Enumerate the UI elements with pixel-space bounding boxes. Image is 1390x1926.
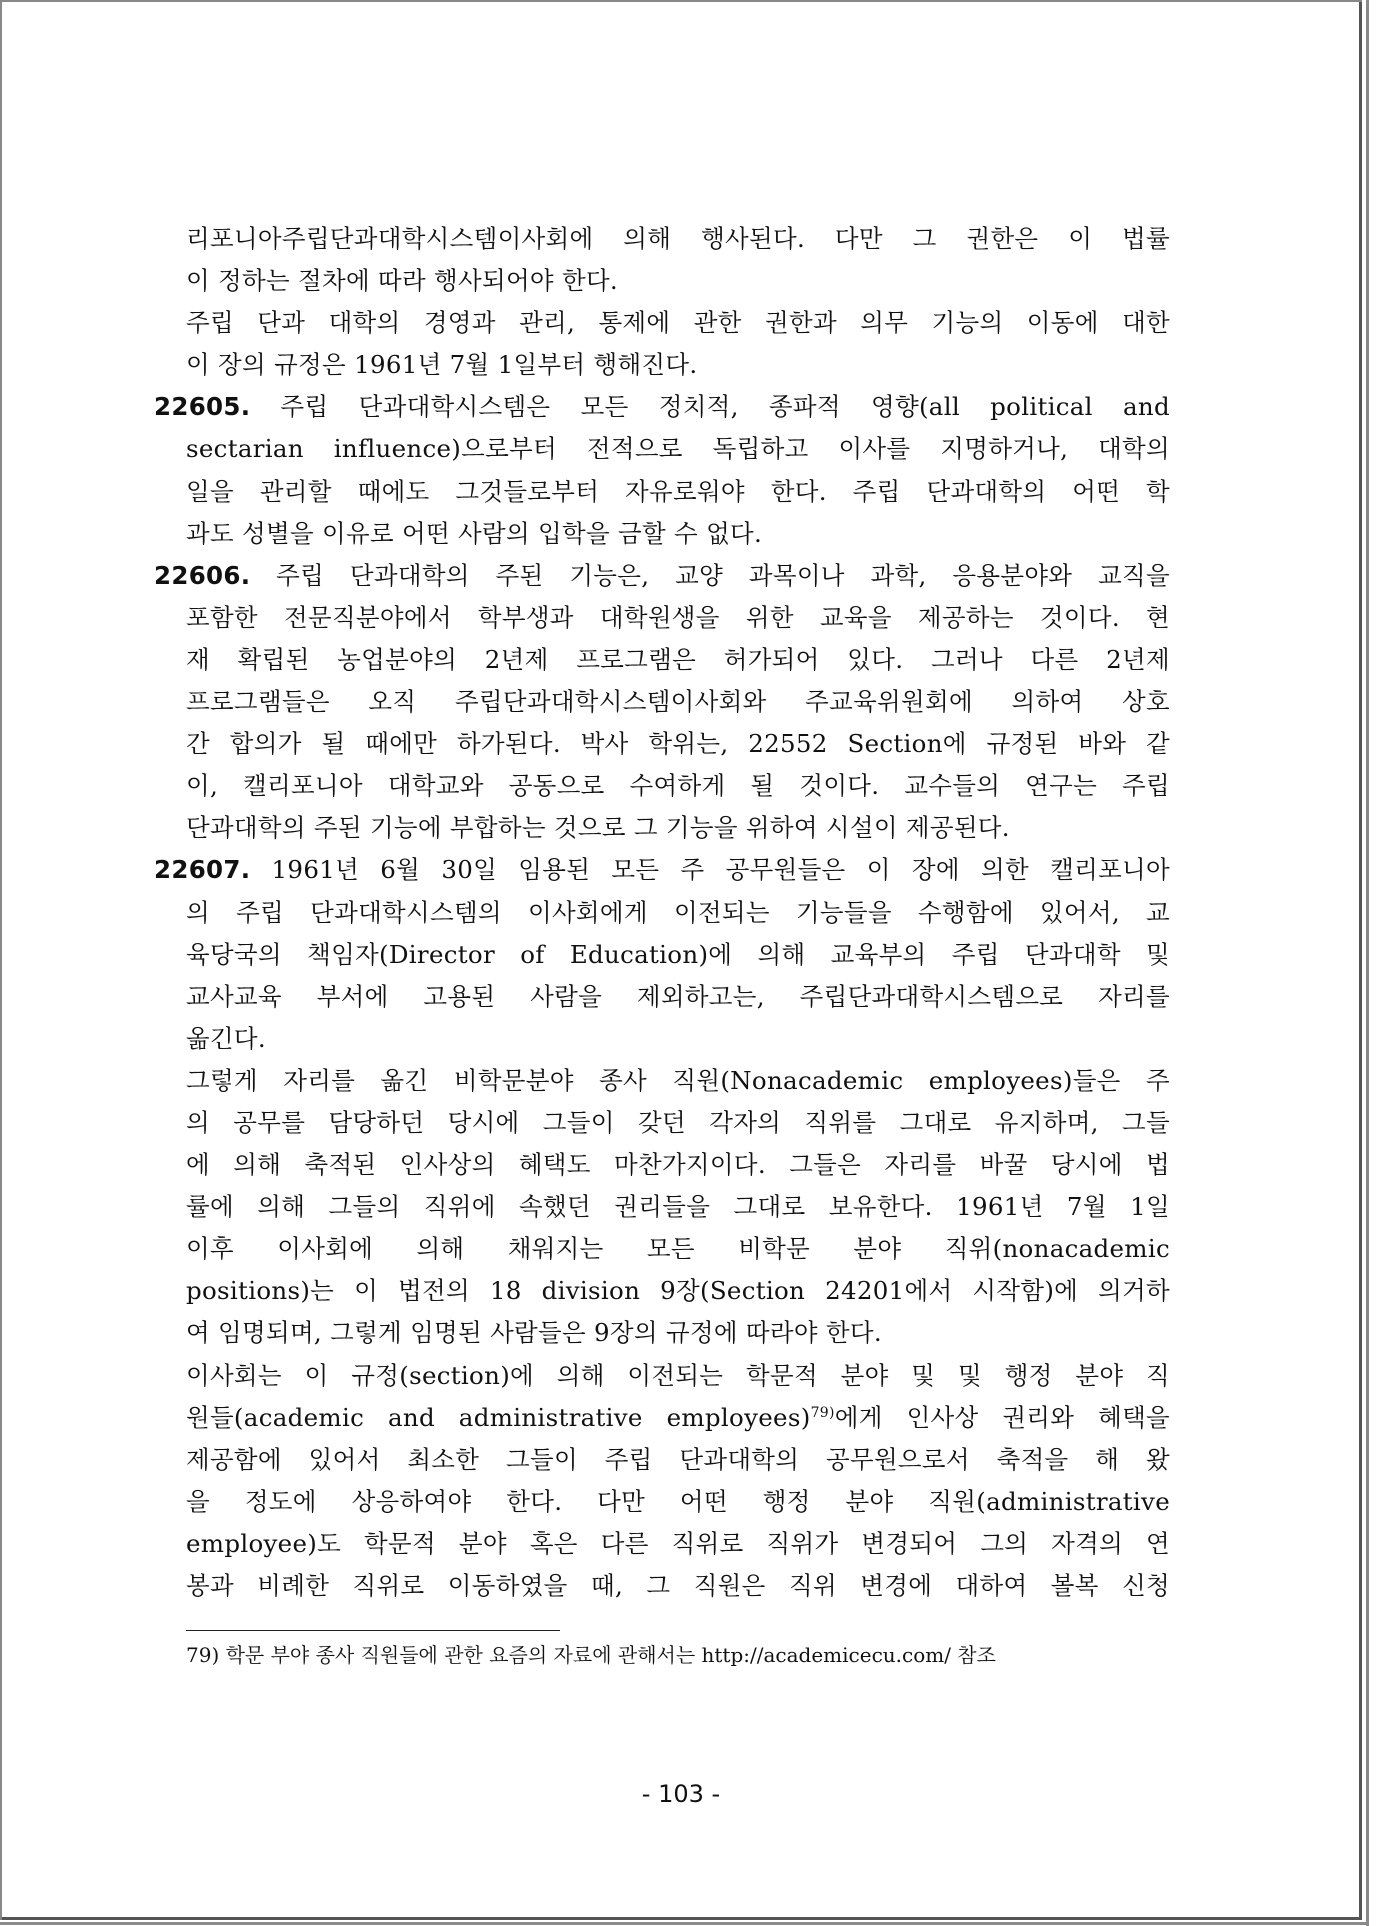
footnote-ref-line — [186, 1397, 1170, 1439]
text-line: 옮긴다. — [186, 1023, 266, 1053]
section-text: 주립 단과대학시스템은 모든 정치적, 종파적 영향(all political and — [250, 392, 1170, 422]
text-line: 프로그램들은 오직 주립단과대학시스템이사회와 주교육위원회에 의하여 상호 — [186, 687, 1170, 717]
text-line: 교사교육 부서에 고용된 사람을 제외하고는, 주립단과대학시스템으로 자리를 — [186, 981, 1170, 1011]
text-line: 이 장의 규정은 1961년 7월 1일부터 행해진다. — [186, 350, 698, 380]
text-line: 포함한 전문직분야에서 학부생과 대학원생을 위한 교육을 제공하는 것이다. 현 — [186, 602, 1170, 632]
text-segment: 원들(academic and administrative employees) — [186, 1402, 811, 1432]
body-text — [154, 218, 1171, 1607]
section-number: 22605. — [154, 392, 251, 422]
text-line: 주립 단과 대학의 경영과 관리, 통제에 관한 권한과 의무 기능의 이동에 대한 — [186, 308, 1170, 338]
footnote-marker[interactable]: 79) — [810, 1404, 835, 1421]
section-number: 22607. — [154, 855, 251, 885]
text-line: positions)는 이 법전의 18 division 9장(Section 24201에서 시작함)에 의거하 — [186, 1276, 1170, 1306]
text-line: 이사회는 이 규정(section)에 의해 이전되는 학문적 분야 및 및 행정 분야 직 — [186, 1360, 1170, 1390]
page-frame-top — [0, 0, 1362, 2]
text-line: 이, 캘리포니아 대학교와 공동으로 수여하게 될 것이다. 교수들의 연구는 주립 — [186, 771, 1170, 801]
text-line: 간 합의가 될 때에만 하가된다. 박사 학위는, 22552 Section에 규정된 바와 같 — [186, 729, 1170, 759]
footnote-separator — [186, 1630, 560, 1631]
text-line: 에 의해 축적된 인사상의 혜택도 마찬가지이다. 그들은 자리를 바꿀 당시에 법 — [186, 1150, 1170, 1180]
page-shadow-right — [1366, 0, 1369, 1926]
section-text: 주립 단과대학의 주된 기능은, 교양 과목이나 과학, 응용분야와 교직을 — [250, 560, 1170, 590]
text-line: 봉과 비례한 직위로 이동하였을 때, 그 직원은 직위 변경에 대하여 볼복 신청 — [186, 1571, 1170, 1600]
text-line: 과도 성별을 이유로 어떤 사람의 입학을 금할 수 없다. — [186, 518, 763, 548]
text-line: employee)도 학문적 분야 혹은 다른 직위로 직위가 변경되어 그의 자격의 연 — [186, 1528, 1170, 1558]
text-line: 육당국의 책임자(Director of Education)에 의해 교육부의 주립 단과대학 및 — [186, 939, 1170, 969]
text-segment: 에게 인사상 권리와 혜택을 — [834, 1402, 1171, 1432]
footnote-text: 79) 학문 부야 종사 직원들에 관한 요즘의 자료에 관해서는 http://academicecu.com/ 참조 — [186, 1643, 996, 1667]
page-shadow-bottom — [0, 1922, 1369, 1925]
page-number: - 103 - — [641, 1780, 721, 1808]
text-line: 제공함에 있어서 최소한 그들이 주립 단과대학의 공무원으로서 축적을 해 왔 — [186, 1444, 1170, 1474]
text-line: 이후 이사회에 의해 채워지는 모든 비학문 분야 직위(nonacademic — [186, 1234, 1170, 1264]
text-line: 이 정하는 절차에 따라 행사되어야 한다. — [186, 266, 618, 296]
text-line: 리포니아주립단과대학시스템이사회에 의해 행사된다. 다만 그 권한은 이 법률 — [186, 224, 1170, 253]
section-22605-line — [154, 386, 1170, 428]
text-line: sectarian influence)으로부터 전적으로 독립하고 이사를 지명하거나, 대학의 — [186, 434, 1170, 464]
text-line: 그렇게 자리를 옮긴 비학문분야 종사 직원(Nonacademic employees)들은 주 — [186, 1065, 1170, 1095]
text-line: 단과대학의 주된 기능에 부합하는 것으로 그 기능을 위하여 시설이 제공된다. — [186, 813, 1010, 843]
page-frame-left — [0, 0, 2, 1920]
section-22607-line — [154, 849, 1170, 891]
text-line: 여 임명되며, 그렇게 임명된 사람들은 9장의 규정에 따라야 한다. — [186, 1318, 882, 1348]
text-line: 의 공무를 담당하던 당시에 그들이 갖던 각자의 직위를 그대로 유지하며, 그들 — [186, 1107, 1170, 1137]
section-22606-line — [154, 555, 1170, 597]
section-text: 1961년 6월 30일 임용된 모든 주 공무원들은 이 장에 의한 캘리포니아 — [250, 855, 1170, 885]
text-line: 을 정도에 상응하여야 한다. 다만 어떤 행정 분야 직원(administrative — [186, 1486, 1170, 1516]
text-line: 일을 관리할 때에도 그것들로부터 자유로워야 한다. 주립 단과대학의 어떤 학 — [186, 476, 1170, 506]
text-line: 재 확립된 농업분야의 2년제 프로그램은 허가되어 있다. 그러나 다른 2년제 — [186, 644, 1170, 674]
section-number: 22606. — [154, 560, 251, 590]
text-line: 률에 의해 그들의 직위에 속했던 권리들을 그대로 보유한다. 1961년 7월 1일 — [186, 1192, 1170, 1222]
text-line: 의 주립 단과대학시스템의 이사회에게 이전되는 기능들을 수행함에 있어서, 교 — [186, 897, 1170, 927]
